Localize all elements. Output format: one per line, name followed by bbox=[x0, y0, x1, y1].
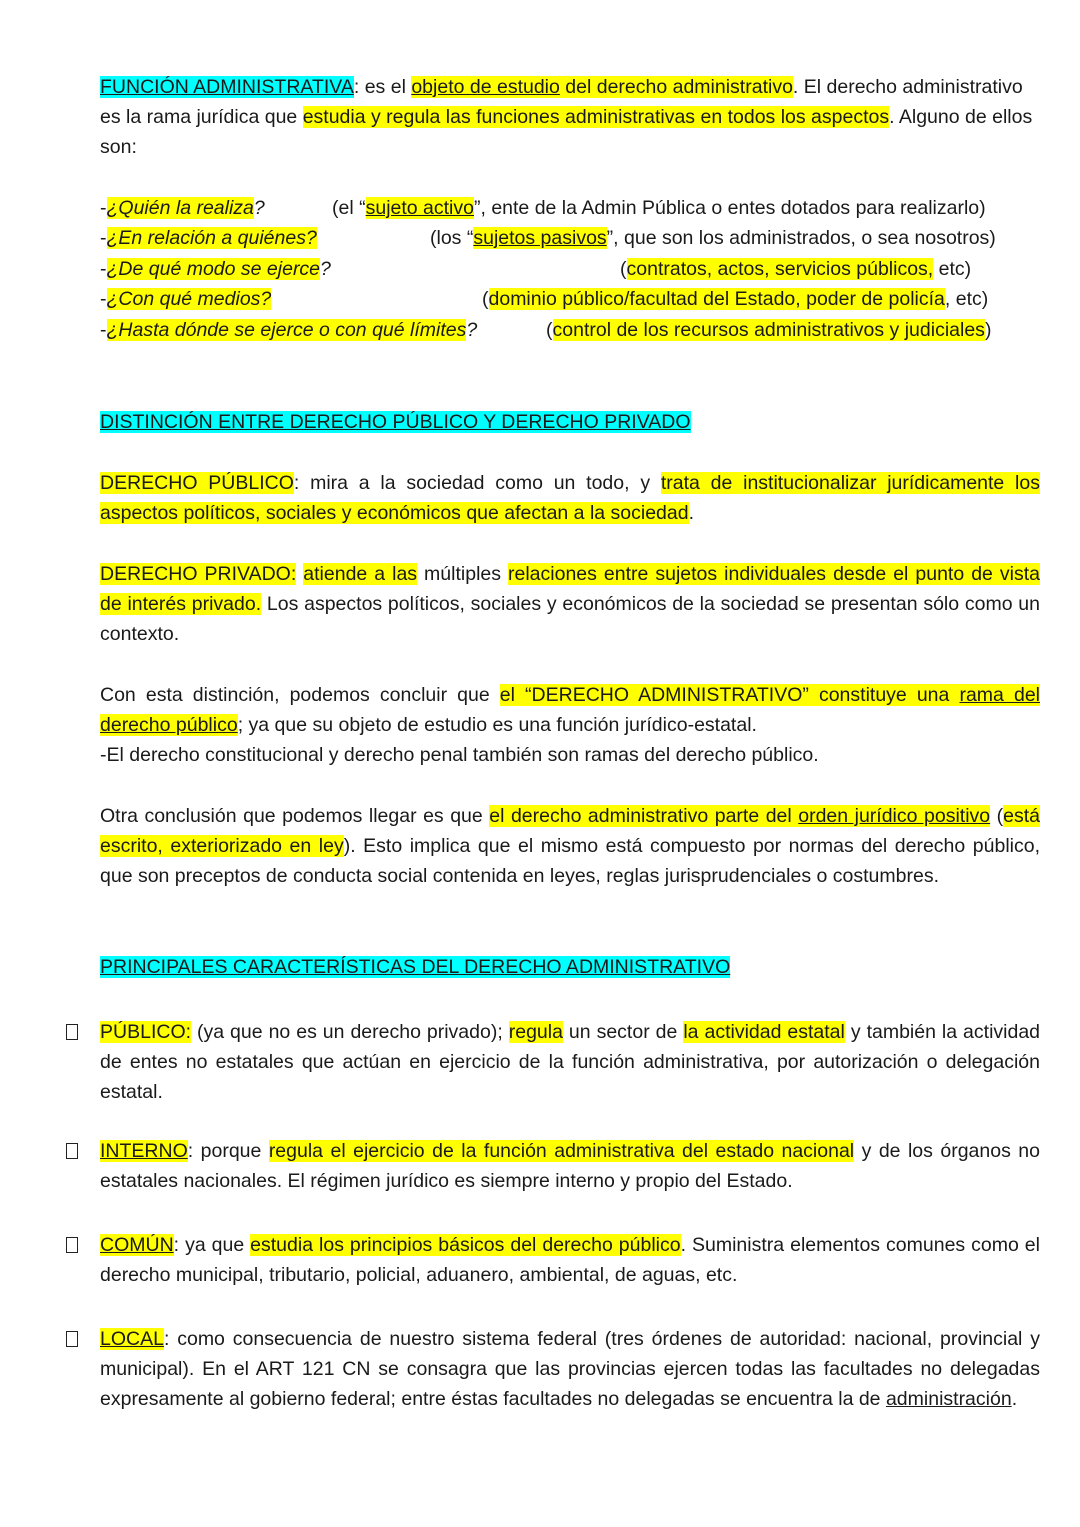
paragraph-derecho-publico: DERECHO PÚBLICO: mira a la sociedad como un todo, y trata de institucionalizar jurídicamente los aspectos políticos, sociales y económicos que afectan a la sociedad. bbox=[100, 472, 1040, 524]
question-3: -¿De qué modo se ejerce? bbox=[100, 258, 331, 280]
highlight-estudia-regula: estudia y regula las funciones administrativas en todos los aspectos bbox=[302, 106, 890, 128]
answer-4: (dominio público/facultad del Estado, poder de policía, etc) bbox=[482, 288, 989, 310]
checkbox-bullet-icon bbox=[66, 1143, 78, 1159]
paragraph-derecho-privado: DERECHO PRIVADO: atiende a las múltiples relaciones entre sujetos individuales desde el punto de vista de interés privado. Los aspectos políticos, sociales y económicos de la sociedad se presentan sólo como un contexto. bbox=[100, 563, 1040, 645]
checkbox-bullet-icon bbox=[66, 1024, 78, 1040]
answer-5: (control de los recursos administrativos y judiciales) bbox=[546, 319, 992, 341]
answer-3: (contratos, actos, servicios públicos, etc) bbox=[620, 258, 972, 280]
question-1: -¿Quién la realiza? bbox=[100, 197, 265, 219]
characteristic-local: LOCAL: como consecuencia de nuestro sistema federal (tres órdenes de autoridad: nacional, provincial y municipal). En el ART 121 CN se consagra que las provincias ejercen todas las facultades no delegadas expresamente al gobierno federal; entre éstas facultades no delegadas se encuentra la de administración. bbox=[100, 1328, 1040, 1410]
characteristic-publico: PÚBLICO: (ya que no es un derecho privado); regula un sector de la actividad estatal y también la actividad de entes no estatales que actúan en ejercicio de la función administrativa, por autorización o delegación estatal. bbox=[100, 1021, 1041, 1103]
highlight-objeto-estudio: objeto de estudio bbox=[411, 76, 560, 98]
paragraph-ramas: -El derecho constitucional y derecho penal también son ramas del derecho público. bbox=[100, 744, 819, 766]
checkbox-bullet-icon bbox=[66, 1331, 78, 1347]
question-5: -¿Hasta dónde se ejerce o con qué límites? bbox=[100, 319, 478, 341]
answer-1: (el “sujeto activo”, ente de la Admin Pública o entes dotados para realizarlo) bbox=[332, 197, 986, 219]
section-heading-caracteristicas: PRINCIPALES CARACTERÍSTICAS DEL DERECHO ADMINISTRATIVO bbox=[100, 956, 731, 978]
question-4: -¿Con qué medios? bbox=[100, 288, 272, 310]
checkbox-bullet-icon bbox=[66, 1237, 78, 1253]
question-2: -¿En relación a quiénes? bbox=[100, 227, 317, 249]
characteristic-comun: COMÚN: ya que estudia los principios básicos del derecho público. Suministra elementos comunes como el derecho municipal, tributario, policial, aduanero, ambiental, de aguas, etc. bbox=[100, 1234, 1040, 1286]
intro-paragraph: FUNCIÓN ADMINISTRATIVA: es el objeto de estudio del derecho administrativo. El derecho administrativo es la rama jurídica que estudia y regula las funciones administrativas en todos los aspectos. Alguno de ellos son: bbox=[100, 76, 1033, 158]
paragraph-conclusion-1: Con esta distinción, podemos concluir que el “DERECHO ADMINISTRATIVO” constituye una rama del derecho público; ya que su objeto de estudio es una función jurídico-estatal. bbox=[100, 684, 1041, 736]
paragraph-conclusion-2: Otra conclusión que podemos llegar es que el derecho administrativo parte del orden jurídico positivo (está escrito, exteriorizado en ley). Esto implica que el mismo está compuesto por normas del derecho público, que son preceptos de conducta social contenida en leyes, reglas jurisprudenciales o costumbres. bbox=[100, 805, 1040, 887]
characteristic-interno: INTERNO: porque regula el ejercicio de la función administrativa del estado nacional y de los órganos no estatales nacionales. El régimen jurídico es siempre interno y propio del Estado. bbox=[100, 1140, 1040, 1192]
answer-2: (los “sujetos pasivos”, que son los administrados, o sea nosotros) bbox=[430, 227, 996, 249]
section-heading-distincion: DISTINCIÓN ENTRE DERECHO PÚBLICO Y DERECHO PRIVADO bbox=[100, 411, 691, 433]
term-funcion-administrativa: FUNCIÓN ADMINISTRATIVA bbox=[100, 76, 354, 98]
